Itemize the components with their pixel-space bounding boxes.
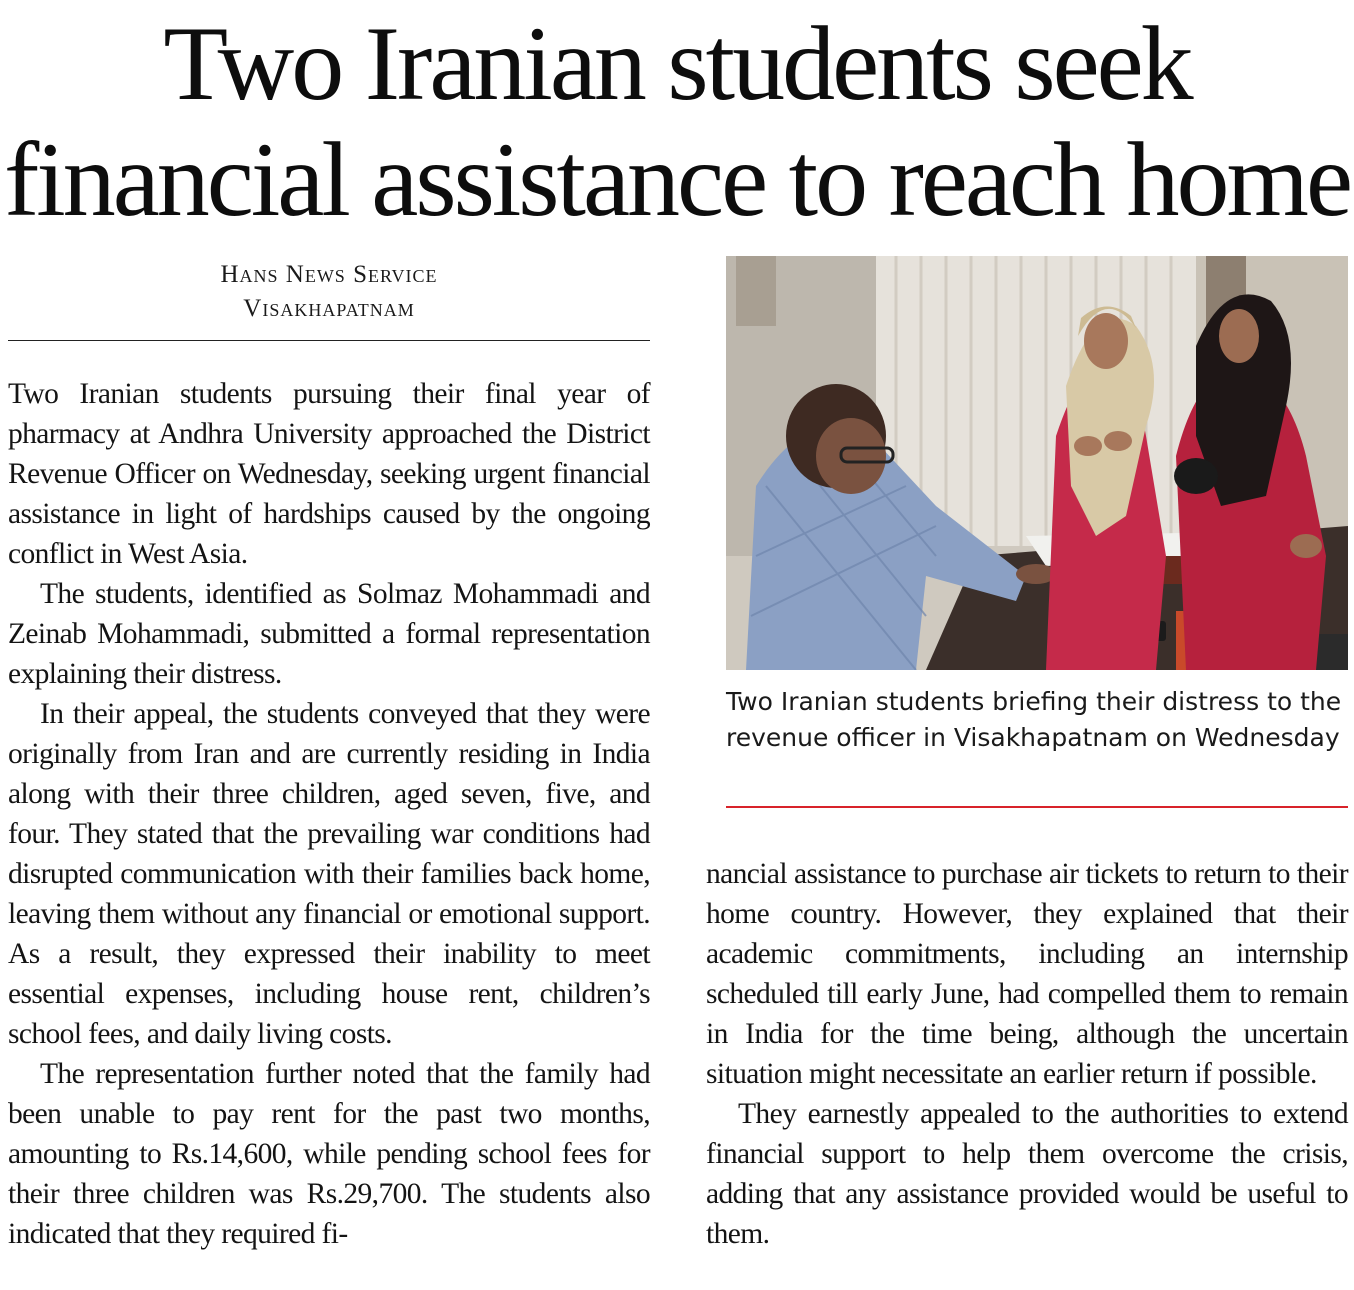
article-paragraph: The representation further noted that the family had been unable to pay rent for the past two months, amounting to Rs.14,600, while pending school fees for their three children was Rs.29,700. The students also indicated that they required fi-: [8, 1058, 650, 1250]
article-paragraph: The students, identified as Solmaz Mohammadi and Zeinab Mohammadi, submitted a formal representation explaining their distress.: [8, 578, 650, 690]
news-photo: [726, 256, 1348, 670]
photo-caption: Two Iranian students briefing their distress to the revenue officer in Visakhapatnam on Wednesday: [726, 687, 1342, 752]
article-column-left: [8, 374, 650, 1254]
headline-line-1: Two Iranian students seek: [163, 5, 1191, 122]
caption-divider: [726, 806, 1348, 808]
byline-divider: [8, 340, 650, 341]
headline-line-2: financial assistance to reach home: [3, 121, 1351, 238]
article-paragraph: nancial assistance to purchase air tickets to return to their home country. However, they explained that their academic commitments, including an internship scheduled till early June, had compelled them to remain in India for the time being, although the uncertain situation might necessitate an earlier return if possible.: [706, 858, 1348, 1090]
byline-agency: Hans News Service: [220, 261, 438, 288]
news-photo-illustration: [726, 256, 1348, 670]
article-column-right: [706, 854, 1348, 1254]
byline-place: Visakhapatnam: [243, 295, 415, 322]
article-paragraph: Two Iranian students pursuing their final year of pharmacy at Andhra University approached the District Revenue Officer on Wednesday, seeking urgent financial assistance in light of hardships caused by the ongoing conflict in West Asia.: [8, 378, 650, 570]
byline: [8, 258, 650, 326]
article-paragraph: They earnestly appealed to the authorities to extend financial support to help them overcome the crisis, adding that any assistance provided would be useful to them.: [706, 1098, 1348, 1250]
article-paragraph: In their appeal, the students conveyed that they were originally from Iran and are currently residing in India along with their three children, aged seven, five, and four. They stated that the prevailing war conditions had disrupted communication with their families back home, leaving them without any financial or emotional support. As a result, they expressed their inability to meet essential expenses, including house rent, children’s school fees, and daily living costs.: [8, 698, 650, 1050]
headline: [0, 6, 1354, 238]
